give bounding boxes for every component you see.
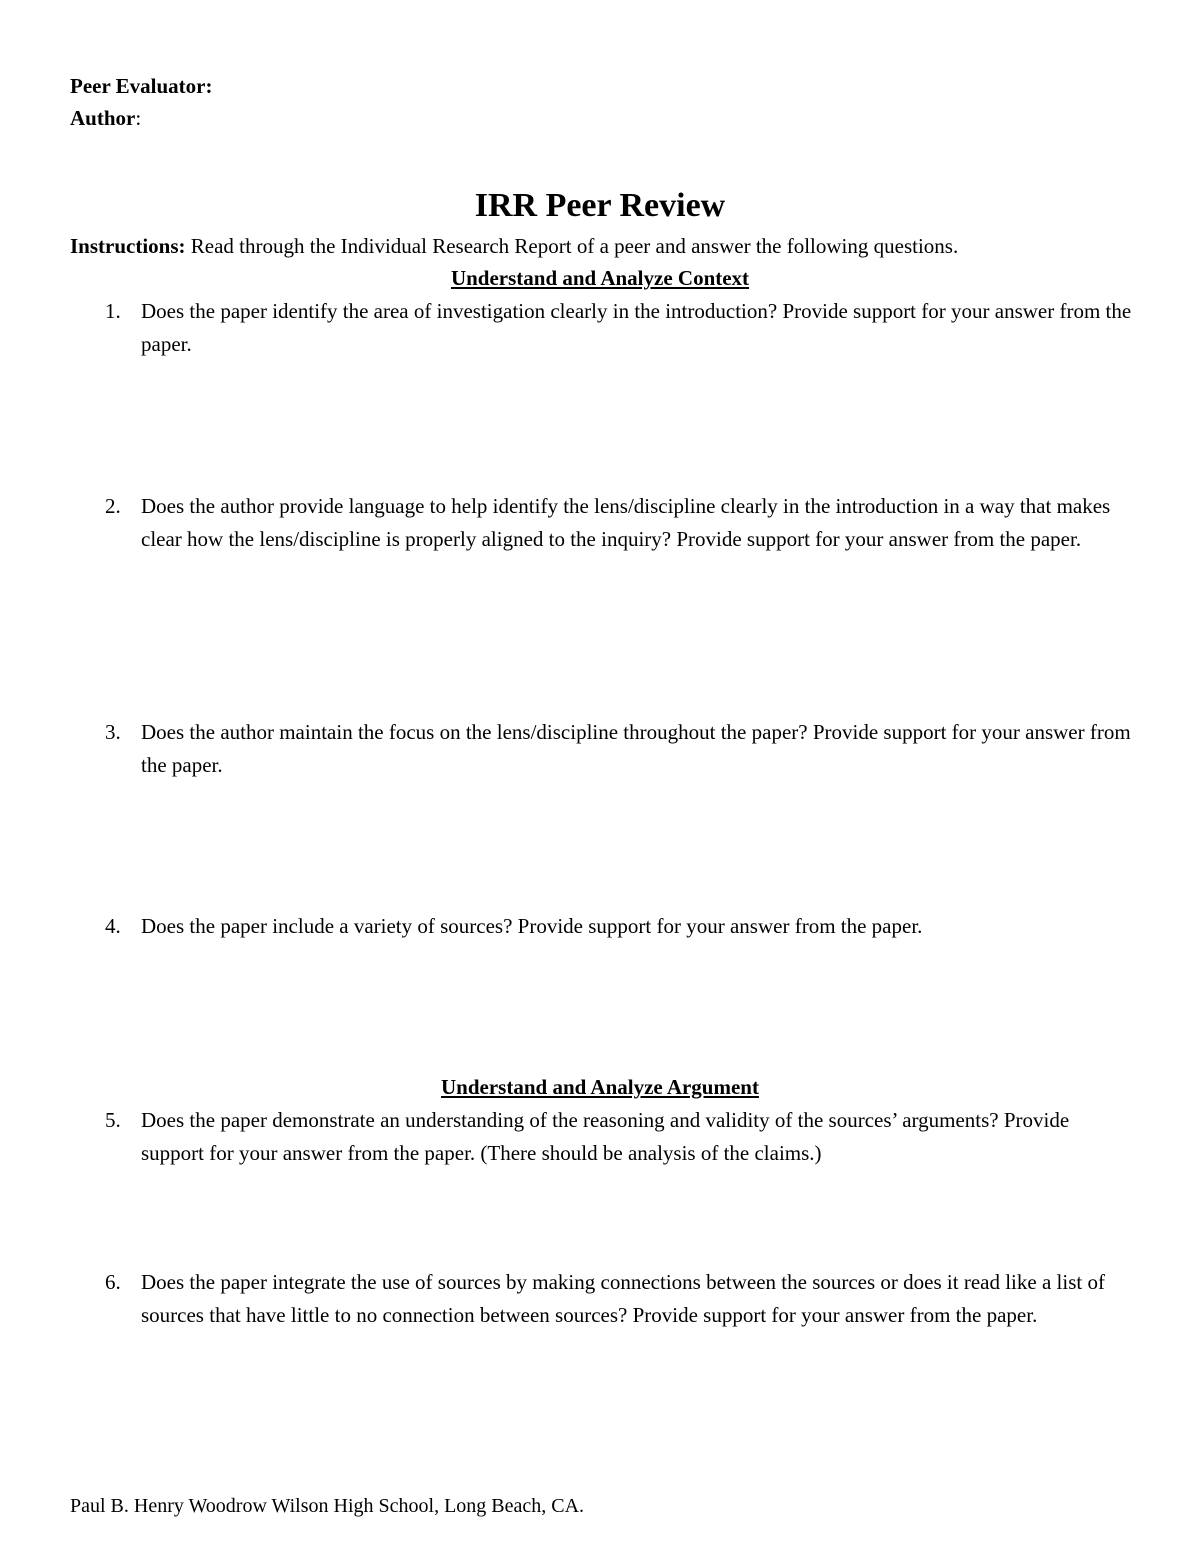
section-heading-context: Understand and Analyze Context [450,266,750,290]
question-4 [105,910,1135,943]
page-title: IRR Peer Review [474,187,726,224]
question-6 [105,1266,1135,1332]
question-text: Does the paper integrate the use of sources by making connections between the sources or does it read like a list of sources that have little to no connection between sources? Provide support for your answer from the paper. [141,1270,1105,1327]
question-number: 6. [105,1270,121,1294]
question-number: 1. [105,299,121,323]
evaluator-label: Peer Evaluator: [70,74,213,98]
question-5 [105,1104,1135,1170]
question-number: 4. [105,914,121,938]
author-colon: : [135,106,142,130]
section-heading-argument: Understand and Analyze Argument [441,1075,759,1099]
question-3 [105,716,1135,782]
author-label: Author [70,106,136,130]
instructions-text: Read through the Individual Research Report of a peer and answer the following questions. [190,234,959,258]
page-footer: Paul B. Henry Woodrow Wilson High School, Long Beach, CA. [70,1495,585,1517]
question-text: Does the author maintain the focus on the lens/discipline throughout the paper? Provide support for your answer from the paper. [141,720,1131,777]
question-number: 2. [105,494,121,518]
instructions [70,230,1140,263]
question-text: Does the paper identify the area of investigation clearly in the introduction? Provide support for your answer from the paper. [141,299,1132,356]
instructions-label: Instructions: [70,234,186,258]
question-number: 3. [105,720,121,744]
question-2 [105,490,1135,556]
question-text: Does the paper include a variety of sources? Provide support for your answer from the paper. [141,914,923,938]
question-1 [105,295,1135,361]
author-field [70,102,141,135]
question-number: 5. [105,1108,121,1132]
question-text: Does the paper demonstrate an understanding of the reasoning and validity of the sources’ arguments? Provide support for your answer from the paper. (There should be analysis of the claims.) [141,1108,1070,1165]
question-text: Does the author provide language to help identify the lens/discipline clearly in the introduction in a way that makes clear how the lens/discipline is properly aligned to the inquiry? Provide support for your answer from the paper. [141,494,1111,551]
evaluator-field [70,70,213,103]
